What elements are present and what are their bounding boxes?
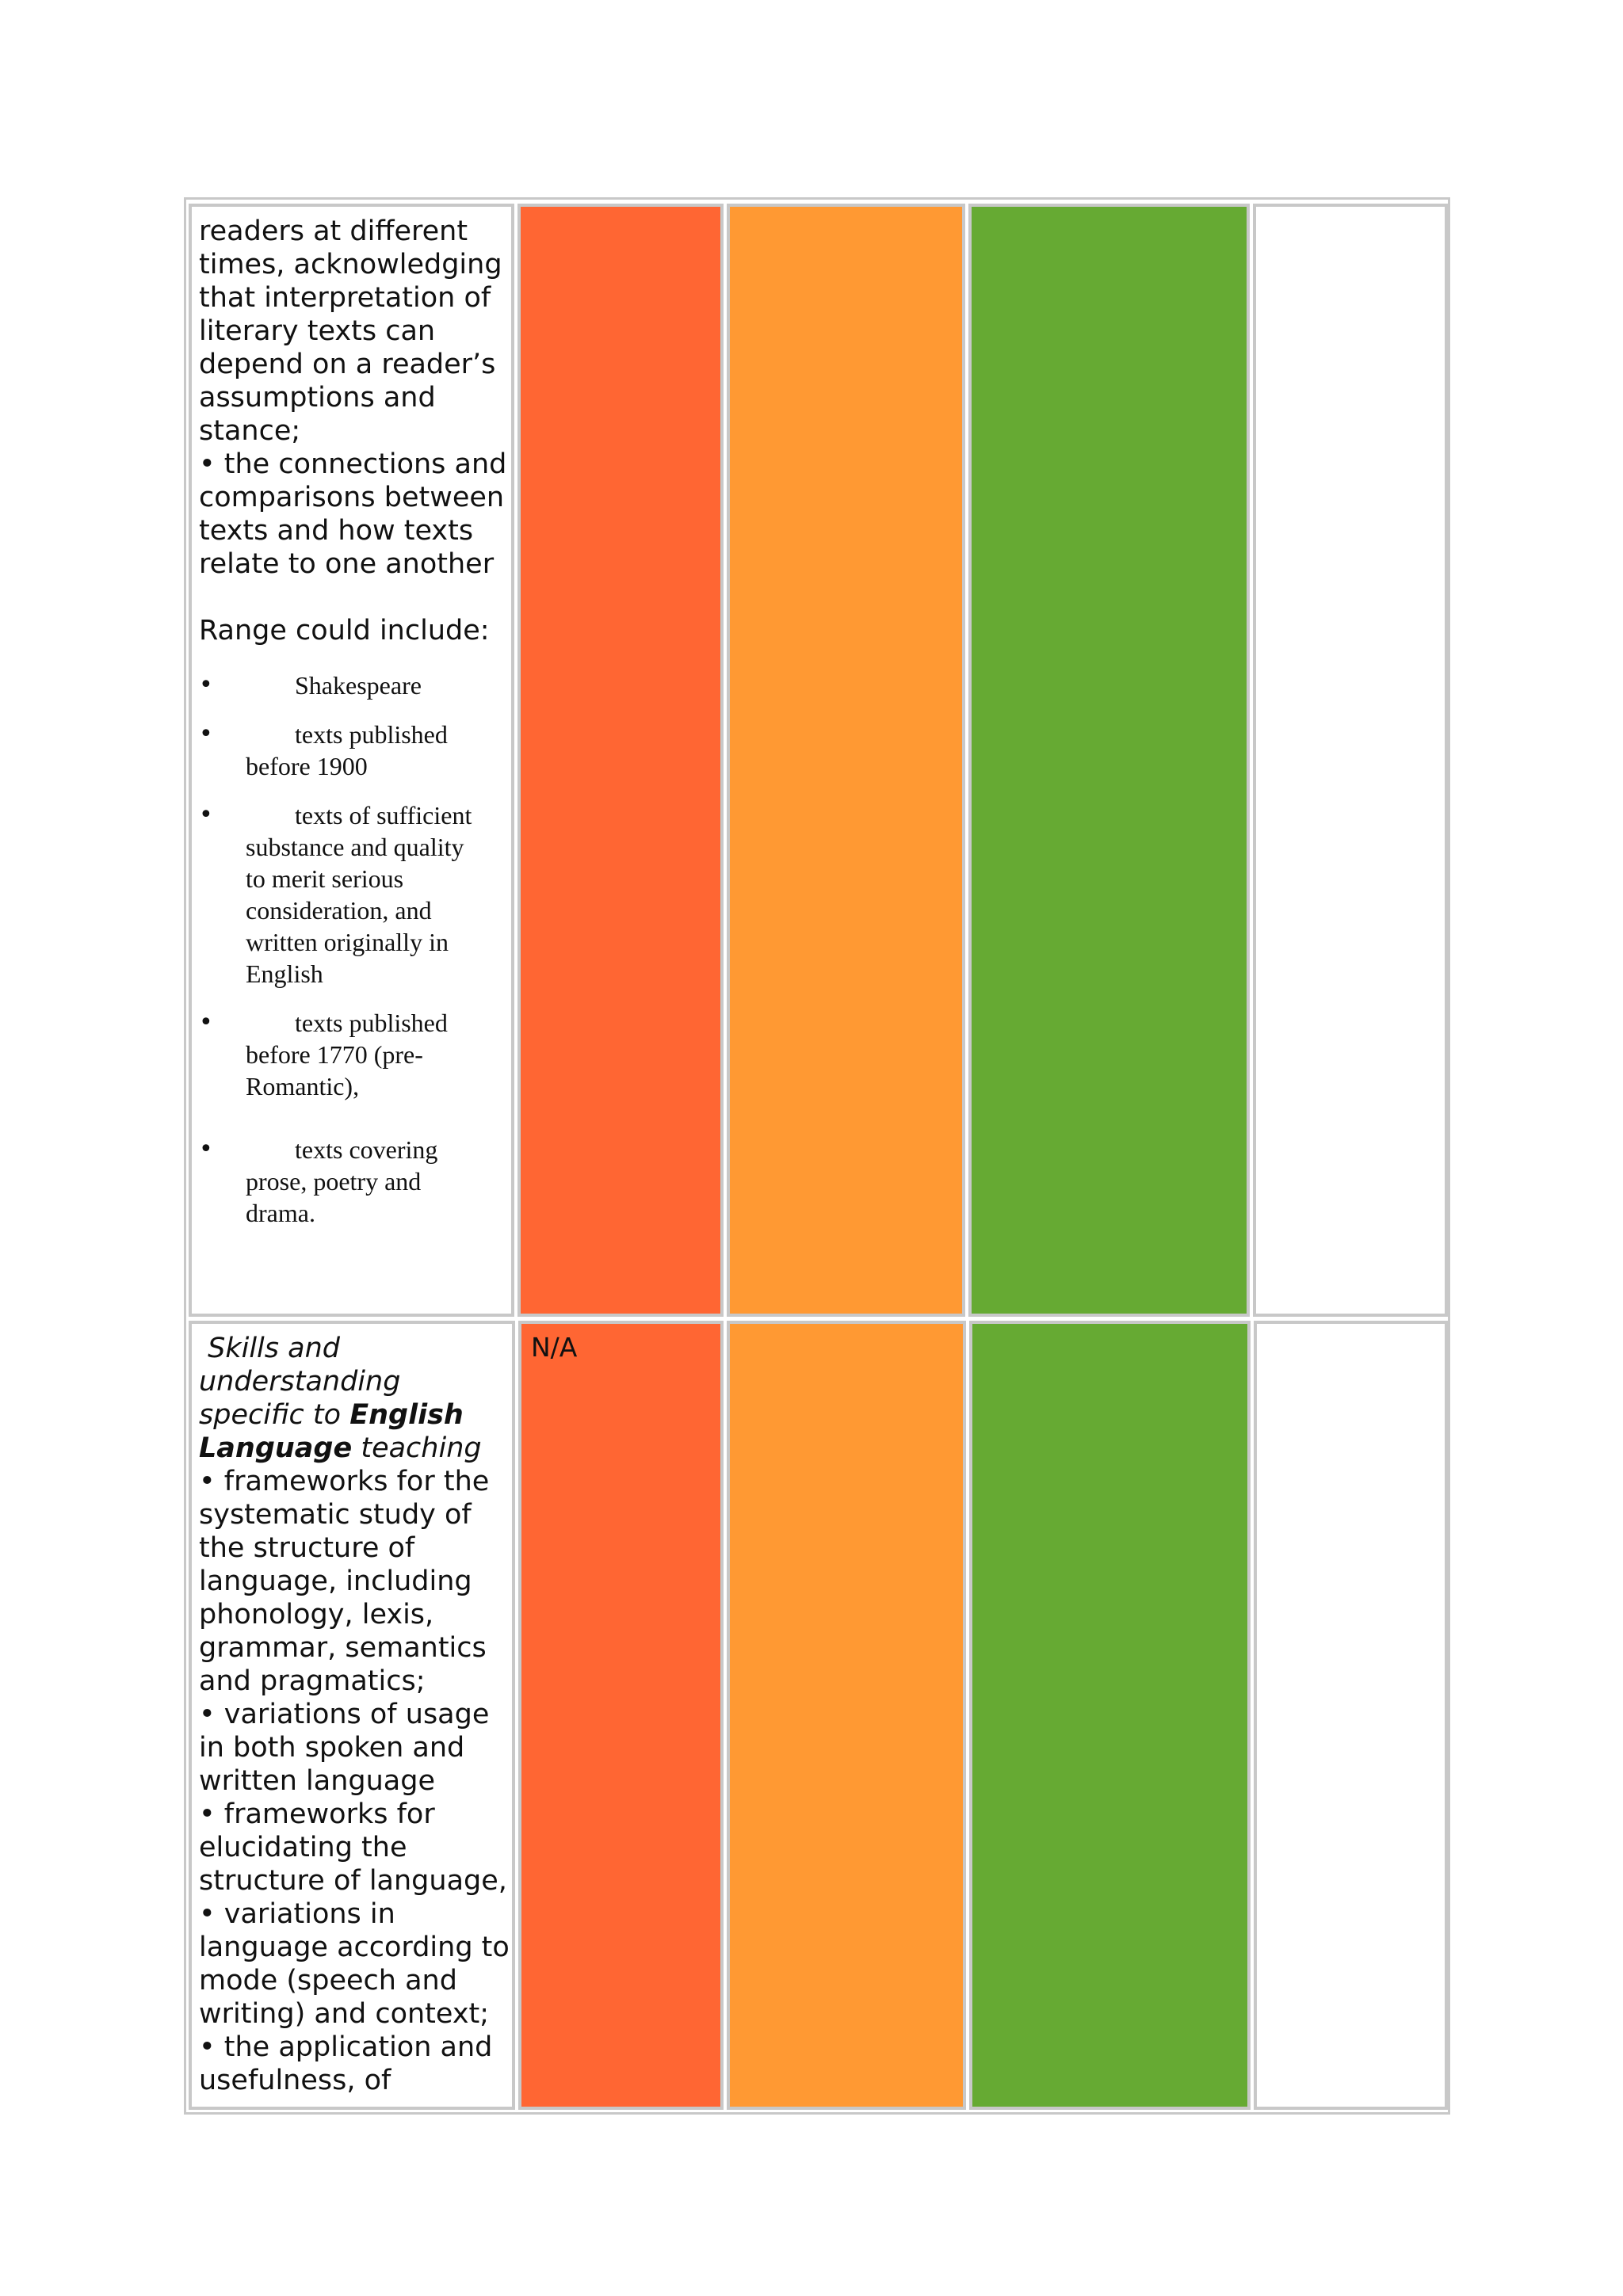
text-line: • the connections and xyxy=(199,448,507,480)
text-line: that interpretation of xyxy=(199,282,491,314)
text-line: • frameworks for xyxy=(199,1798,435,1830)
text-line: in both spoken and xyxy=(199,1732,465,1764)
text-line: language according to xyxy=(199,1932,510,1963)
amber-rating-cell xyxy=(727,1321,965,2110)
text-line: • frameworks for the xyxy=(199,1466,490,1497)
section-heading: Language teaching xyxy=(199,1432,482,1464)
text-line: literary texts can xyxy=(199,315,436,347)
bullet-icon: • xyxy=(199,671,213,699)
text-line: readers at different xyxy=(199,215,468,247)
list-item: • texts published before 1900 xyxy=(199,720,448,780)
description-text xyxy=(199,215,508,647)
list-item: • texts published before 1770 (pre- Romantic), xyxy=(199,1009,448,1100)
text-line: stance; xyxy=(199,415,301,447)
text-line: assumptions and xyxy=(199,382,436,414)
text-line: comparisons between xyxy=(199,482,505,513)
description-text xyxy=(199,1332,509,2097)
amber-rating-cell xyxy=(727,204,965,1317)
notes-cell xyxy=(1254,1321,1448,2110)
bullet-icon: • xyxy=(199,1135,213,1163)
notes-cell xyxy=(1253,204,1448,1317)
red-rating-cell xyxy=(518,1321,724,2110)
assessment-table xyxy=(184,197,1450,2115)
text-line: • variations in xyxy=(199,1898,395,1930)
text-line: and pragmatics; xyxy=(199,1665,426,1697)
text-line: language, including xyxy=(199,1566,472,1597)
table-row xyxy=(186,1319,1448,2112)
text-line: elucidating the xyxy=(199,1832,407,1863)
text-line: depend on a reader’s xyxy=(199,349,496,380)
green-rating-cell xyxy=(968,204,1250,1317)
bullet-icon: • xyxy=(199,720,213,748)
section-heading: understanding xyxy=(199,1366,401,1398)
list-item: • texts of sufficient substance and quality to merit serious consideration, and written originally in English xyxy=(199,801,472,988)
text-line: phonology, lexis, xyxy=(199,1599,434,1630)
range-heading: Range could include: xyxy=(199,615,490,646)
green-rating-cell xyxy=(969,1321,1251,2110)
text-line: texts and how texts xyxy=(199,515,474,547)
text-line: systematic study of xyxy=(199,1499,472,1531)
text-line: writing) and context; xyxy=(199,1998,490,2030)
list-item: • texts covering prose, poetry and drama. xyxy=(199,1135,438,1227)
description-cell xyxy=(189,1321,515,2110)
list-item: • Shakespeare xyxy=(199,671,422,700)
not-applicable-label: N/A xyxy=(531,1332,578,1363)
bullet-icon: • xyxy=(199,801,213,829)
text-line: • the application and xyxy=(199,2031,493,2063)
text-line: • variations of usage xyxy=(199,1699,490,1730)
table-row xyxy=(186,200,1448,1319)
section-heading: Skills and xyxy=(199,1333,340,1364)
text-line: times, acknowledging xyxy=(199,249,502,280)
description-cell xyxy=(189,204,514,1317)
text-line: written language xyxy=(199,1765,435,1797)
text-line: structure of language, xyxy=(199,1865,507,1897)
text-line: the structure of xyxy=(199,1532,415,1564)
text-line: grammar, semantics xyxy=(199,1632,487,1664)
text-line: relate to one another xyxy=(199,548,495,580)
section-heading: specific to English xyxy=(199,1399,464,1431)
text-line: usefulness, of xyxy=(199,2065,391,2096)
bullet-icon: • xyxy=(199,1009,213,1036)
range-list xyxy=(199,669,508,1229)
text-line: mode (speech and xyxy=(199,1965,457,1997)
red-rating-cell xyxy=(517,204,724,1317)
